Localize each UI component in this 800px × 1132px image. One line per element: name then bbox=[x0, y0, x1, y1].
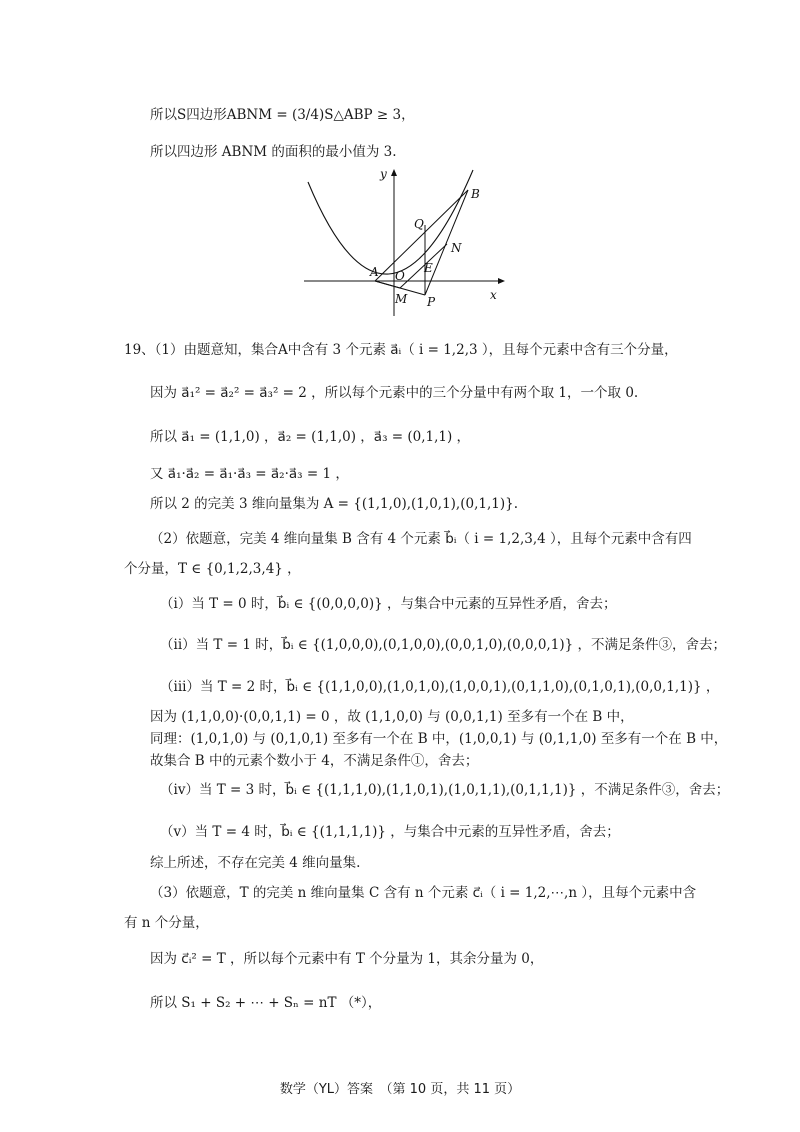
label-y: y bbox=[380, 168, 387, 181]
label-N: N bbox=[451, 241, 462, 255]
label-P: P bbox=[427, 295, 436, 309]
line-part3-sum: 所以 S₁ + S₂ + ⋯ + Sₙ = nT （*）， bbox=[150, 995, 382, 1011]
line-19-part2: （2）依题意，完美 4 维向量集 B 含有 4 个元素 b⃗ᵢ（ i = 1,2,3,4 ），且每个元素中含有四 bbox=[150, 531, 692, 547]
line-case-v: （v）当 T = 4 时，b⃗ᵢ ∈ {(1,1,1,1)} ，与集合中元素的互异性矛盾，舍去； bbox=[160, 824, 620, 840]
y-axis-arrow-icon bbox=[391, 169, 397, 176]
line-summary: 综上所述，不存在完美 4 维向量集. bbox=[150, 855, 361, 871]
label-B: B bbox=[471, 187, 480, 201]
line-case-iv: （iv）当 T = 3 时，b⃗ᵢ ∈ {(1,1,1,0),(1,1,0,1),(1,0,1,1),(0,1,1,1)} ，不满足条件③，舍去； bbox=[160, 782, 730, 798]
line-19-vectors: 所以 a⃗₁ = (1,1,0) ，a⃗₂ = (1,1,0) ，a⃗₃ = (0,1,1) ， bbox=[150, 429, 471, 445]
line-case-iii: （iii）当 T = 2 时，b⃗ᵢ ∈ {(1,1,0,0),(1,0,1,0),(1,0,0,1),(0,1,1,0),(0,1,0,1),(0,0,1,1)} ， bbox=[160, 679, 720, 695]
line-area-min: 所以四边形 ABNM 的面积的最小值为 3. bbox=[150, 144, 397, 160]
label-x: x bbox=[490, 288, 497, 302]
line-case-iii-because: 因为 (1,1,0,0)·(0,0,1,1) = 0 ，故 (1,1,0,0) 与 (0,0,1,1) 至多有一个在 B 中， bbox=[150, 709, 634, 725]
line-case-ii: （ii）当 T = 1 时，b⃗ᵢ ∈ {(1,0,0,0),(0,1,0,0),(0,0,1,0),(0,0,0,1)} ，不满足条件③，舍去； bbox=[160, 637, 726, 653]
line-area-formula: 所以S四边形ABNM = (3/4)S△ABP ≥ 3， bbox=[150, 107, 415, 123]
label-O: O bbox=[395, 269, 405, 283]
line-19-dot: 又 a⃗₁·a⃗₂ = a⃗₁·a⃗₃ = a⃗₂·a⃗₃ = 1 ， bbox=[150, 466, 349, 482]
line-19-setA: 所以 2 的完美 3 维向量集为 A = {(1,1,0),(1,0,1),(0,1,1)}. bbox=[150, 496, 518, 512]
line-19-T-set: 个分量，T ∈ {0,1,2,3,4} ， bbox=[124, 561, 301, 577]
line-case-iii-conclude: 故集合 B 中的元素个数小于 4，不满足条件①，舍去； bbox=[150, 753, 479, 769]
label-A: A bbox=[370, 265, 379, 279]
page-footer: 数学（YL）答案 （第 10 页，共 11 页） bbox=[279, 1082, 521, 1097]
x-axis-arrow-icon bbox=[498, 278, 505, 284]
parabola-curve bbox=[308, 170, 473, 274]
line-part3-because: 因为 c⃗ᵢ² = T ，所以每个元素中有 T 个分量为 1，其余分量为 0， bbox=[150, 951, 544, 967]
line-case-iii-similarly: 同理：(1,0,1,0) 与 (0,1,0,1) 至多有一个在 B 中，(1,0,0,1) 与 (0,1,1,0) 至多有一个在 B 中， bbox=[150, 731, 728, 747]
line-case-i: （i）当 T = 0 时，b⃗ᵢ ∈ {(0,0,0,0)} ，与集合中元素的互异性矛盾，舍去； bbox=[160, 596, 617, 612]
label-E: E bbox=[424, 261, 433, 275]
label-Q: Q bbox=[414, 217, 424, 231]
line-part3: （3）依题意，T 的完美 n 维向量集 C 含有 n 个元素 c⃗ᵢ（ i = 1,2,⋯,n ），且每个元素中含 bbox=[150, 885, 697, 901]
line-part3-cont: 有 n 个分量， bbox=[124, 915, 209, 931]
line-BP bbox=[425, 190, 468, 295]
line-19-intro: 19、（1）由题意知，集合A中含有 3 个元素 a⃗ᵢ（ i = 1,2,3 ），且每个元素中含有三个分量， bbox=[124, 342, 678, 358]
parabola-figure bbox=[300, 168, 506, 318]
label-M: M bbox=[395, 292, 408, 306]
line-19-because: 因为 a⃗₁² = a⃗₂² = a⃗₃² = 2 ，所以每个元素中的三个分量中有两个取 1，一个取 0. bbox=[150, 385, 639, 401]
